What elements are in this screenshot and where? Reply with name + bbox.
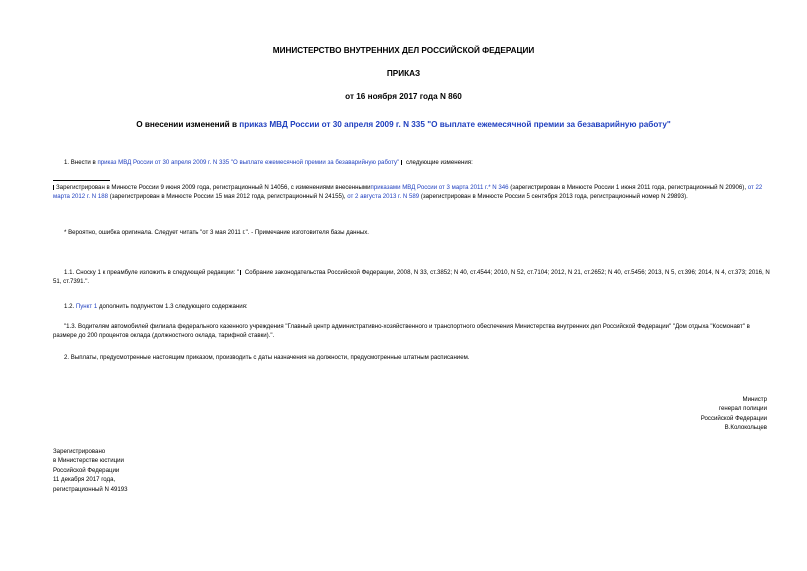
footnote-1 <box>53 184 770 201</box>
registration-line-3: Российской Федерации <box>53 466 120 474</box>
point-1-link[interactable]: Пункт 1 <box>75 303 98 310</box>
paragraph-1-2-suffix: дополнить подпунктом 1.3 следующего содержания: <box>97 303 248 310</box>
registration-line-1: Зарегистрировано <box>53 448 106 455</box>
document-type: ПРИКАЗ <box>386 69 421 78</box>
signature-line-2: генерал полиции <box>718 405 767 413</box>
order-335-link[interactable]: приказ МВД России от 30 апреля 2009 г. N 335 "О выплате ежемесячной премии за безаварийную работу" <box>97 159 400 166</box>
registration-line-5: регистрационный N 49193 <box>53 485 128 493</box>
amendment-link-2012[interactable]: от 22 марта 2012 г. N 188 <box>53 184 763 200</box>
paragraph-1-1 <box>53 269 770 286</box>
paragraph-1-1-text-1: 1.1. Сноску 1 к преамбуле изложить в следующей редакции: " <box>64 269 240 276</box>
signature-line-3: Российской Федерации <box>700 414 767 422</box>
footnote-2: * Вероятно, ошибка оригинала. Следует читать "от 3 мая 2011 г.". - Примечание изготовителя базы данных. <box>64 229 369 236</box>
ministry-heading: МИНИСТЕРСТВО ВНУТРЕННИХ ДЕЛ РОССИЙСКОЙ ФЕДЕРАЦИИ <box>272 46 535 55</box>
registration-block <box>53 447 128 494</box>
footnote-1-text-4: (зарегистрирован в Минюсте России 5 сентября 2013 года, регистрационный номер N 29893). <box>419 192 688 200</box>
title-order-link[interactable]: приказ МВД России от 30 апреля 2009 г. N 335 "О выплате ежемесячной премии за безаварийную работу" <box>239 120 671 129</box>
footnote-1-text-1: Зарегистрирован в Минюсте России 9 июня 2009 года, регистрационный N 14056, с изменениями внесенными <box>56 184 371 191</box>
amendment-link-2011[interactable]: приказами МВД России от 3 марта 2011 г.* N 346 <box>370 184 509 191</box>
footnote-1-text-3: (зарегистрирован в Минюсте России 15 мая 2012 года, регистрационный N 24155), <box>108 192 346 200</box>
paragraph-1 <box>64 159 473 168</box>
registration-line-4: 11 декабря 2017 года, <box>53 476 116 484</box>
paragraph-1-suffix: следующие изменения: <box>404 159 473 166</box>
document-title-prefix: О внесении изменений в <box>136 120 240 129</box>
registration-line-2: в Министерстве юстиции <box>53 457 124 465</box>
paragraph-1-2-prefix: 1.2. <box>64 303 76 310</box>
paragraph-1-2 <box>64 303 248 312</box>
signature-line-4: В.Колокольцев <box>724 424 767 432</box>
paragraph-2: 2. Выплаты, предусмотренные настоящим приказом, производить с даты назначения на должности, предусмотренные штатным расписанием. <box>64 354 470 361</box>
signature-line-1: Министр <box>742 396 767 403</box>
document-date-number: от 16 ноября 2017 года N 860 <box>345 92 462 101</box>
paragraph-1-1-text-2: Собрание законодательства Российской Федерации, 2008, N 33, ст.3852; N 40, ст.4544; 2010, N 52, ст.7104; 2012, N 21, ст.2652; N 40, ст.5456; 2013, N 5, ст.396; 2014, N 4, ст.373; 2016, N 51, ст.7391.". <box>53 269 770 285</box>
footnote-marker <box>240 270 241 275</box>
amendment-link-2013[interactable]: от 2 августа 2013 г. N 589 <box>345 192 420 200</box>
footnote-1-text-2: (зарегистрирован в Минюсте России 1 июня 2011 года, регистрационный N 20906), <box>508 184 747 191</box>
paragraph-1-3: "1.3. Водителям автомобилей филиала федерального казенного учреждения "Главный центр административно-хозяйственного и транспортного обеспечения Министерства внутренних дел Российской Федерации" "Дом отдыха "Космонавт" в размере до 200 процентов оклада (должностного оклада, тарифной ставки).". <box>53 323 750 339</box>
footnote-marker[interactable] <box>401 160 402 165</box>
paragraph-1-prefix: 1. Внести в <box>64 159 98 166</box>
footnote-separator <box>53 180 110 181</box>
footnote-marker <box>53 185 54 190</box>
signature-block <box>701 395 767 433</box>
document-title <box>0 120 807 129</box>
